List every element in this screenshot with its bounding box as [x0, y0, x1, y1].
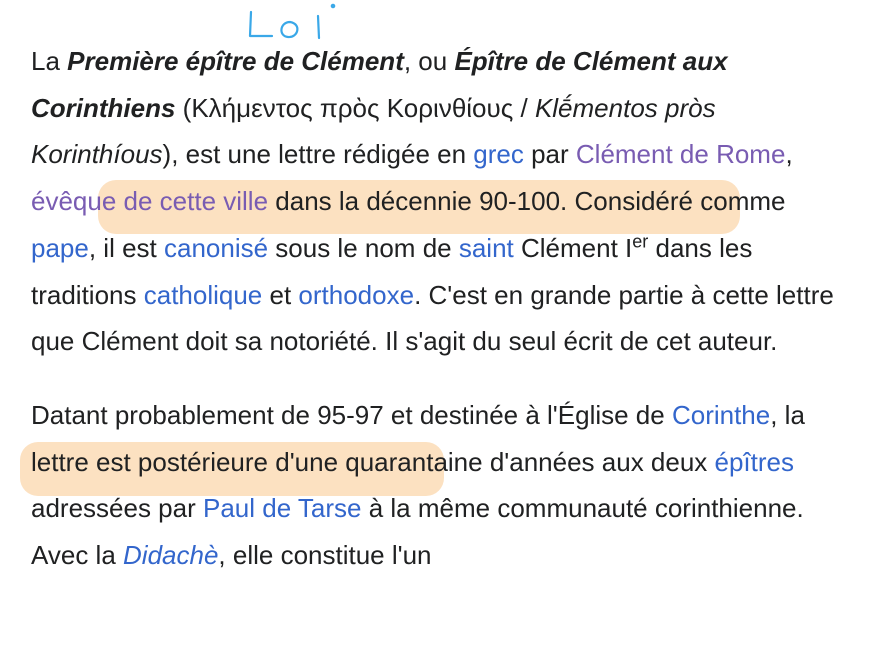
text: adressées par: [31, 493, 203, 524]
text: ), est une lettre rédigée en: [162, 139, 474, 170]
text: , la lettre est postérieure d'une quarantaine d'années aux deux: [31, 399, 805, 477]
text: dans la décennie 90-100. Considéré comme: [268, 186, 786, 217]
text: . C'est en grande partie à cette lettre que Clément doit sa notoriété. Il s'agit du seul écrit de cet auteur.: [31, 279, 834, 357]
link-orthodoxe[interactable]: orthodoxe: [298, 279, 415, 310]
link-canonise[interactable]: canonisé: [163, 232, 269, 263]
transliteration: Klḗmentos pròs Korinthíous: [31, 92, 716, 170]
text: et: [262, 279, 299, 310]
text: Datant probablement de 95-97 et destinée à l'Église de: [31, 399, 672, 430]
text: , il est: [88, 232, 164, 263]
text: ,: [785, 139, 793, 170]
link-epitres[interactable]: épîtres: [714, 446, 795, 477]
text: Clément I: [513, 232, 633, 263]
text: sous le nom de: [268, 232, 459, 263]
text: , elle constitue l'un: [218, 540, 432, 571]
link-clement-de-rome[interactable]: Clément de Rome: [575, 139, 786, 170]
link-didache[interactable]: Didachè: [123, 540, 219, 571]
text: , ou: [403, 46, 455, 76]
link-saint[interactable]: saint: [458, 232, 514, 263]
link-grec[interactable]: grec: [473, 139, 524, 170]
link-pape[interactable]: pape: [31, 232, 89, 263]
text: La: [31, 46, 68, 76]
text: à la même communauté corinthienne. Avec la: [31, 493, 804, 571]
text: dans les traditions: [31, 232, 753, 310]
text: par: [523, 139, 576, 170]
text: (Κλήμεντος πρὸς Κορινθίους /: [175, 92, 535, 123]
superscript-er: er: [632, 231, 649, 252]
link-eveque[interactable]: évêque de cette ville: [31, 186, 269, 217]
link-paul-de-tarse[interactable]: Paul de Tarse: [202, 493, 362, 524]
title-first-epistle: Première épître de Clément: [67, 46, 404, 76]
title-epistle-corinthians: Épître de Clément aux Corinthiens: [31, 46, 728, 123]
link-catholique[interactable]: catholique: [143, 279, 263, 310]
link-corinthe[interactable]: Corinthe: [671, 399, 771, 430]
